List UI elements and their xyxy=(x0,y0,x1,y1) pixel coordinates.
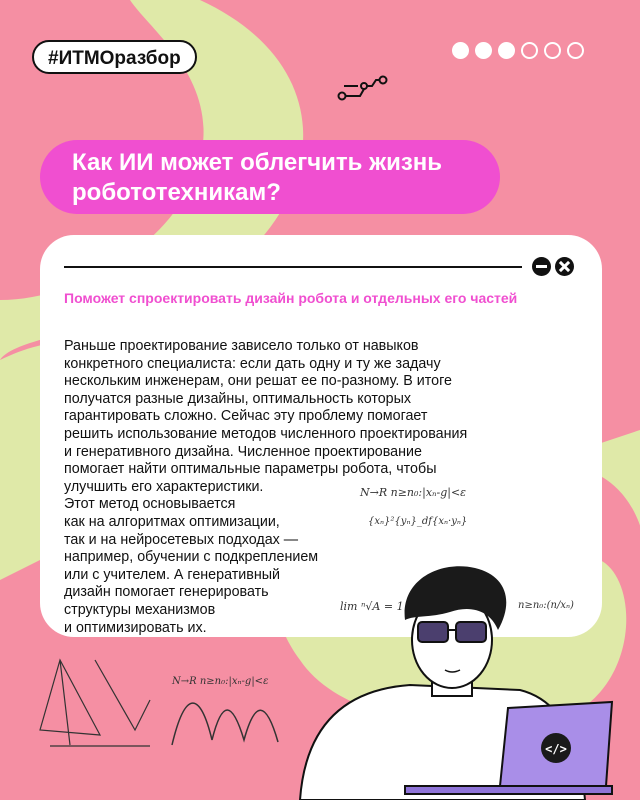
page-dot xyxy=(567,42,584,59)
page-dot xyxy=(498,42,515,59)
code-icon: </> xyxy=(545,742,567,756)
page-dot xyxy=(521,42,538,59)
card-body-text: Раньше проектирование зависело только от навыков конкретного специалиста: если дать одну и ту же задачу нескольким инженерам, они решат ее по-разному. В итоге получатся разные дизайны, оптимальность которых гарантировать сложно. Сейчас эту проблему помогает решить использование методов численного проектирования и генеративного дизайна. Численное проектирование помогает найти оптимальные параметры робота, чтобы улучшить его характеристики. Этот метод основывается как на алгоритмах оптимизации, так и на нейросетевых подходах — например, обучении с подкреплением или с учителем. А генеративный дизайн помогает генерировать структуры механизмов и оптимизировать их. xyxy=(64,338,468,636)
circuit-icon xyxy=(336,74,390,104)
page-dot xyxy=(452,42,469,59)
page-dot xyxy=(475,42,492,59)
formula-text: n≥n₀:(n/xₙ) xyxy=(518,600,574,611)
formula-text: lim ⁿ√A = 1 xyxy=(340,600,404,613)
formula-text: N→R n≥n₀:|xₙ-g|<ε xyxy=(172,676,269,687)
pagination-dots xyxy=(452,42,584,59)
hashtag-badge: #ИТМОразбор xyxy=(32,40,197,74)
formula-text: {xₙ}²{yₙ}_df{xₙ·yₙ} xyxy=(368,516,468,527)
minimize-icon[interactable] xyxy=(532,257,551,276)
window-bar-line xyxy=(64,266,522,268)
page-title: Как ИИ может облегчить жизнь робототехникам? xyxy=(72,149,443,206)
card-subtitle: Поможет спроектировать дизайн робота и отдельных его частей xyxy=(64,290,518,306)
page-dot xyxy=(544,42,561,59)
formula-text: N→R n≥n₀:|xₙ-g|<ε xyxy=(360,486,467,499)
close-icon[interactable] xyxy=(555,257,574,276)
